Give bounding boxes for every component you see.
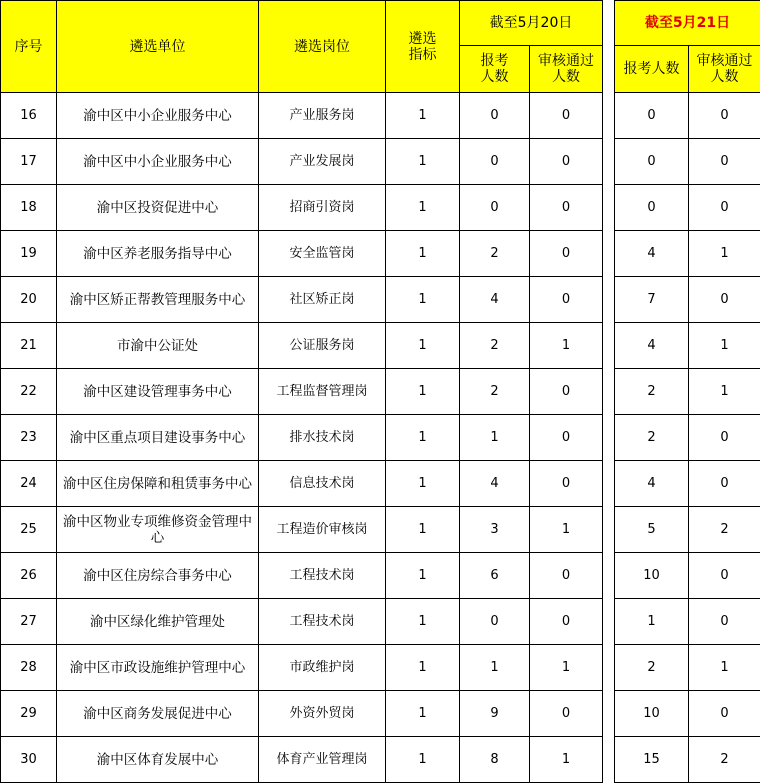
cell-gap xyxy=(603,645,615,691)
cell-approved-may21: 0 xyxy=(689,93,760,139)
cell-position: 公证服务岗 xyxy=(259,323,386,369)
header-approved-may21: 审核通过人数 xyxy=(689,46,760,93)
header-position: 遴选岗位 xyxy=(259,1,386,93)
cell-applicants-may20: 4 xyxy=(460,277,530,323)
cell-position: 工程监督管理岗 xyxy=(259,369,386,415)
cell-approved-may20: 0 xyxy=(530,461,603,507)
table-row xyxy=(1,691,760,737)
table-row xyxy=(1,231,760,277)
cell-applicants-may21: 10 xyxy=(615,691,689,737)
cell-unit: 渝中区商务发展促进中心 xyxy=(57,691,259,737)
cell-applicants-may20: 2 xyxy=(460,369,530,415)
cell-applicants-may21: 7 xyxy=(615,277,689,323)
cell-gap xyxy=(603,691,615,737)
table-row xyxy=(1,599,760,645)
cell-quota: 1 xyxy=(386,139,460,185)
cell-quota: 1 xyxy=(386,323,460,369)
cell-approved-may21: 0 xyxy=(689,461,760,507)
table-row xyxy=(1,369,760,415)
cell-gap xyxy=(603,415,615,461)
cell-quota: 1 xyxy=(386,737,460,783)
cell-approved-may20: 0 xyxy=(530,599,603,645)
cell-approved-may20: 0 xyxy=(530,415,603,461)
cell-quota: 1 xyxy=(386,461,460,507)
header-gap xyxy=(603,1,615,93)
cell-seq: 24 xyxy=(1,461,57,507)
cell-gap xyxy=(603,277,615,323)
cell-gap xyxy=(603,553,615,599)
cell-seq: 28 xyxy=(1,645,57,691)
header-date-may21: 截至5月21日 xyxy=(615,1,760,46)
cell-approved-may20: 1 xyxy=(530,737,603,783)
cell-approved-may21: 0 xyxy=(689,139,760,185)
header-seq: 序号 xyxy=(1,1,57,93)
cell-unit: 渝中区体育发展中心 xyxy=(57,737,259,783)
cell-approved-may20: 0 xyxy=(530,231,603,277)
cell-approved-may20: 0 xyxy=(530,185,603,231)
cell-approved-may21: 0 xyxy=(689,691,760,737)
cell-approved-may20: 1 xyxy=(530,323,603,369)
cell-gap xyxy=(603,139,615,185)
cell-seq: 20 xyxy=(1,277,57,323)
header-date-may20: 截至5月20日 xyxy=(460,1,603,46)
cell-applicants-may21: 15 xyxy=(615,737,689,783)
cell-applicants-may21: 4 xyxy=(615,461,689,507)
table-body xyxy=(1,93,760,783)
cell-position: 市政维护岗 xyxy=(259,645,386,691)
cell-gap xyxy=(603,507,615,553)
cell-quota: 1 xyxy=(386,507,460,553)
cell-applicants-may20: 0 xyxy=(460,139,530,185)
cell-seq: 27 xyxy=(1,599,57,645)
cell-applicants-may20: 2 xyxy=(460,323,530,369)
table-row xyxy=(1,323,760,369)
cell-seq: 26 xyxy=(1,553,57,599)
header-applicants-may20: 报考人数 xyxy=(460,46,530,93)
cell-position: 工程技术岗 xyxy=(259,553,386,599)
cell-applicants-may21: 2 xyxy=(615,369,689,415)
cell-seq: 23 xyxy=(1,415,57,461)
cell-approved-may20: 1 xyxy=(530,507,603,553)
cell-approved-may21: 2 xyxy=(689,507,760,553)
cell-seq: 18 xyxy=(1,185,57,231)
cell-unit: 渝中区中小企业服务中心 xyxy=(57,93,259,139)
cell-approved-may20: 1 xyxy=(530,645,603,691)
cell-approved-may21: 1 xyxy=(689,231,760,277)
cell-quota: 1 xyxy=(386,369,460,415)
cell-unit: 渝中区绿化维护管理处 xyxy=(57,599,259,645)
cell-approved-may20: 0 xyxy=(530,93,603,139)
table-row xyxy=(1,553,760,599)
table-row xyxy=(1,139,760,185)
cell-unit: 渝中区养老服务指导中心 xyxy=(57,231,259,277)
cell-position: 社区矫正岗 xyxy=(259,277,386,323)
cell-applicants-may21: 5 xyxy=(615,507,689,553)
cell-approved-may21: 0 xyxy=(689,277,760,323)
cell-quota: 1 xyxy=(386,415,460,461)
cell-approved-may20: 0 xyxy=(530,139,603,185)
cell-quota: 1 xyxy=(386,277,460,323)
cell-unit: 渝中区建设管理事务中心 xyxy=(57,369,259,415)
cell-approved-may20: 0 xyxy=(530,691,603,737)
cell-applicants-may21: 0 xyxy=(615,93,689,139)
table-row xyxy=(1,415,760,461)
cell-gap xyxy=(603,231,615,277)
cell-seq: 21 xyxy=(1,323,57,369)
cell-position: 体育产业管理岗 xyxy=(259,737,386,783)
cell-approved-may20: 0 xyxy=(530,277,603,323)
cell-quota: 1 xyxy=(386,599,460,645)
cell-quota: 1 xyxy=(386,231,460,277)
cell-applicants-may21: 1 xyxy=(615,599,689,645)
cell-applicants-may20: 8 xyxy=(460,737,530,783)
cell-applicants-may21: 10 xyxy=(615,553,689,599)
cell-applicants-may21: 2 xyxy=(615,645,689,691)
cell-seq: 29 xyxy=(1,691,57,737)
cell-gap xyxy=(603,461,615,507)
cell-applicants-may21: 4 xyxy=(615,231,689,277)
cell-seq: 25 xyxy=(1,507,57,553)
table-row xyxy=(1,93,760,139)
table-row xyxy=(1,645,760,691)
cell-unit: 渝中区住房保障和租赁事务中心 xyxy=(57,461,259,507)
cell-unit: 渝中区住房综合事务中心 xyxy=(57,553,259,599)
cell-seq: 30 xyxy=(1,737,57,783)
cell-applicants-may20: 1 xyxy=(460,645,530,691)
table-row xyxy=(1,737,760,783)
cell-applicants-may21: 4 xyxy=(615,323,689,369)
cell-gap xyxy=(603,737,615,783)
cell-applicants-may20: 1 xyxy=(460,415,530,461)
cell-unit: 渝中区重点项目建设事务中心 xyxy=(57,415,259,461)
table-row xyxy=(1,507,760,553)
cell-unit: 市渝中公证处 xyxy=(57,323,259,369)
header-quota: 遴选指标 xyxy=(386,1,460,93)
cell-applicants-may21: 2 xyxy=(615,415,689,461)
cell-position: 安全监管岗 xyxy=(259,231,386,277)
cell-quota: 1 xyxy=(386,691,460,737)
cell-approved-may21: 1 xyxy=(689,645,760,691)
header-applicants-may21: 报考人数 xyxy=(615,46,689,93)
cell-approved-may21: 0 xyxy=(689,599,760,645)
cell-seq: 17 xyxy=(1,139,57,185)
cell-position: 产业发展岗 xyxy=(259,139,386,185)
table-row xyxy=(1,277,760,323)
cell-position: 招商引资岗 xyxy=(259,185,386,231)
cell-quota: 1 xyxy=(386,553,460,599)
cell-position: 排水技术岗 xyxy=(259,415,386,461)
cell-unit: 渝中区中小企业服务中心 xyxy=(57,139,259,185)
table-row xyxy=(1,461,760,507)
cell-applicants-may20: 3 xyxy=(460,507,530,553)
cell-unit: 渝中区市政设施维护管理中心 xyxy=(57,645,259,691)
cell-position: 外资外贸岗 xyxy=(259,691,386,737)
cell-position: 信息技术岗 xyxy=(259,461,386,507)
cell-gap xyxy=(603,599,615,645)
cell-quota: 1 xyxy=(386,185,460,231)
cell-gap xyxy=(603,369,615,415)
cell-unit: 渝中区矫正帮教管理服务中心 xyxy=(57,277,259,323)
cell-applicants-may21: 0 xyxy=(615,185,689,231)
cell-quota: 1 xyxy=(386,645,460,691)
cell-approved-may21: 1 xyxy=(689,323,760,369)
cell-applicants-may20: 9 xyxy=(460,691,530,737)
header-unit: 遴选单位 xyxy=(57,1,259,93)
cell-approved-may21: 0 xyxy=(689,185,760,231)
cell-position: 工程造价审核岗 xyxy=(259,507,386,553)
cell-unit: 渝中区物业专项维修资金管理中心 xyxy=(57,507,259,553)
cell-approved-may21: 0 xyxy=(689,415,760,461)
cell-seq: 16 xyxy=(1,93,57,139)
cell-position: 工程技术岗 xyxy=(259,599,386,645)
cell-unit: 渝中区投资促进中心 xyxy=(57,185,259,231)
cell-applicants-may20: 0 xyxy=(460,93,530,139)
cell-quota: 1 xyxy=(386,93,460,139)
table-row xyxy=(1,185,760,231)
cell-position: 产业服务岗 xyxy=(259,93,386,139)
cell-approved-may20: 0 xyxy=(530,369,603,415)
cell-gap xyxy=(603,323,615,369)
cell-applicants-may20: 4 xyxy=(460,461,530,507)
cell-approved-may20: 0 xyxy=(530,553,603,599)
cell-applicants-may21: 0 xyxy=(615,139,689,185)
cell-applicants-may20: 6 xyxy=(460,553,530,599)
header-approved-may20: 审核通过人数 xyxy=(530,46,603,93)
cell-gap xyxy=(603,185,615,231)
cell-approved-may21: 2 xyxy=(689,737,760,783)
cell-applicants-may20: 0 xyxy=(460,185,530,231)
cell-applicants-may20: 2 xyxy=(460,231,530,277)
cell-approved-may21: 1 xyxy=(689,369,760,415)
cell-gap xyxy=(603,93,615,139)
cell-applicants-may20: 0 xyxy=(460,599,530,645)
cell-approved-may21: 0 xyxy=(689,553,760,599)
cell-seq: 19 xyxy=(1,231,57,277)
cell-seq: 22 xyxy=(1,369,57,415)
